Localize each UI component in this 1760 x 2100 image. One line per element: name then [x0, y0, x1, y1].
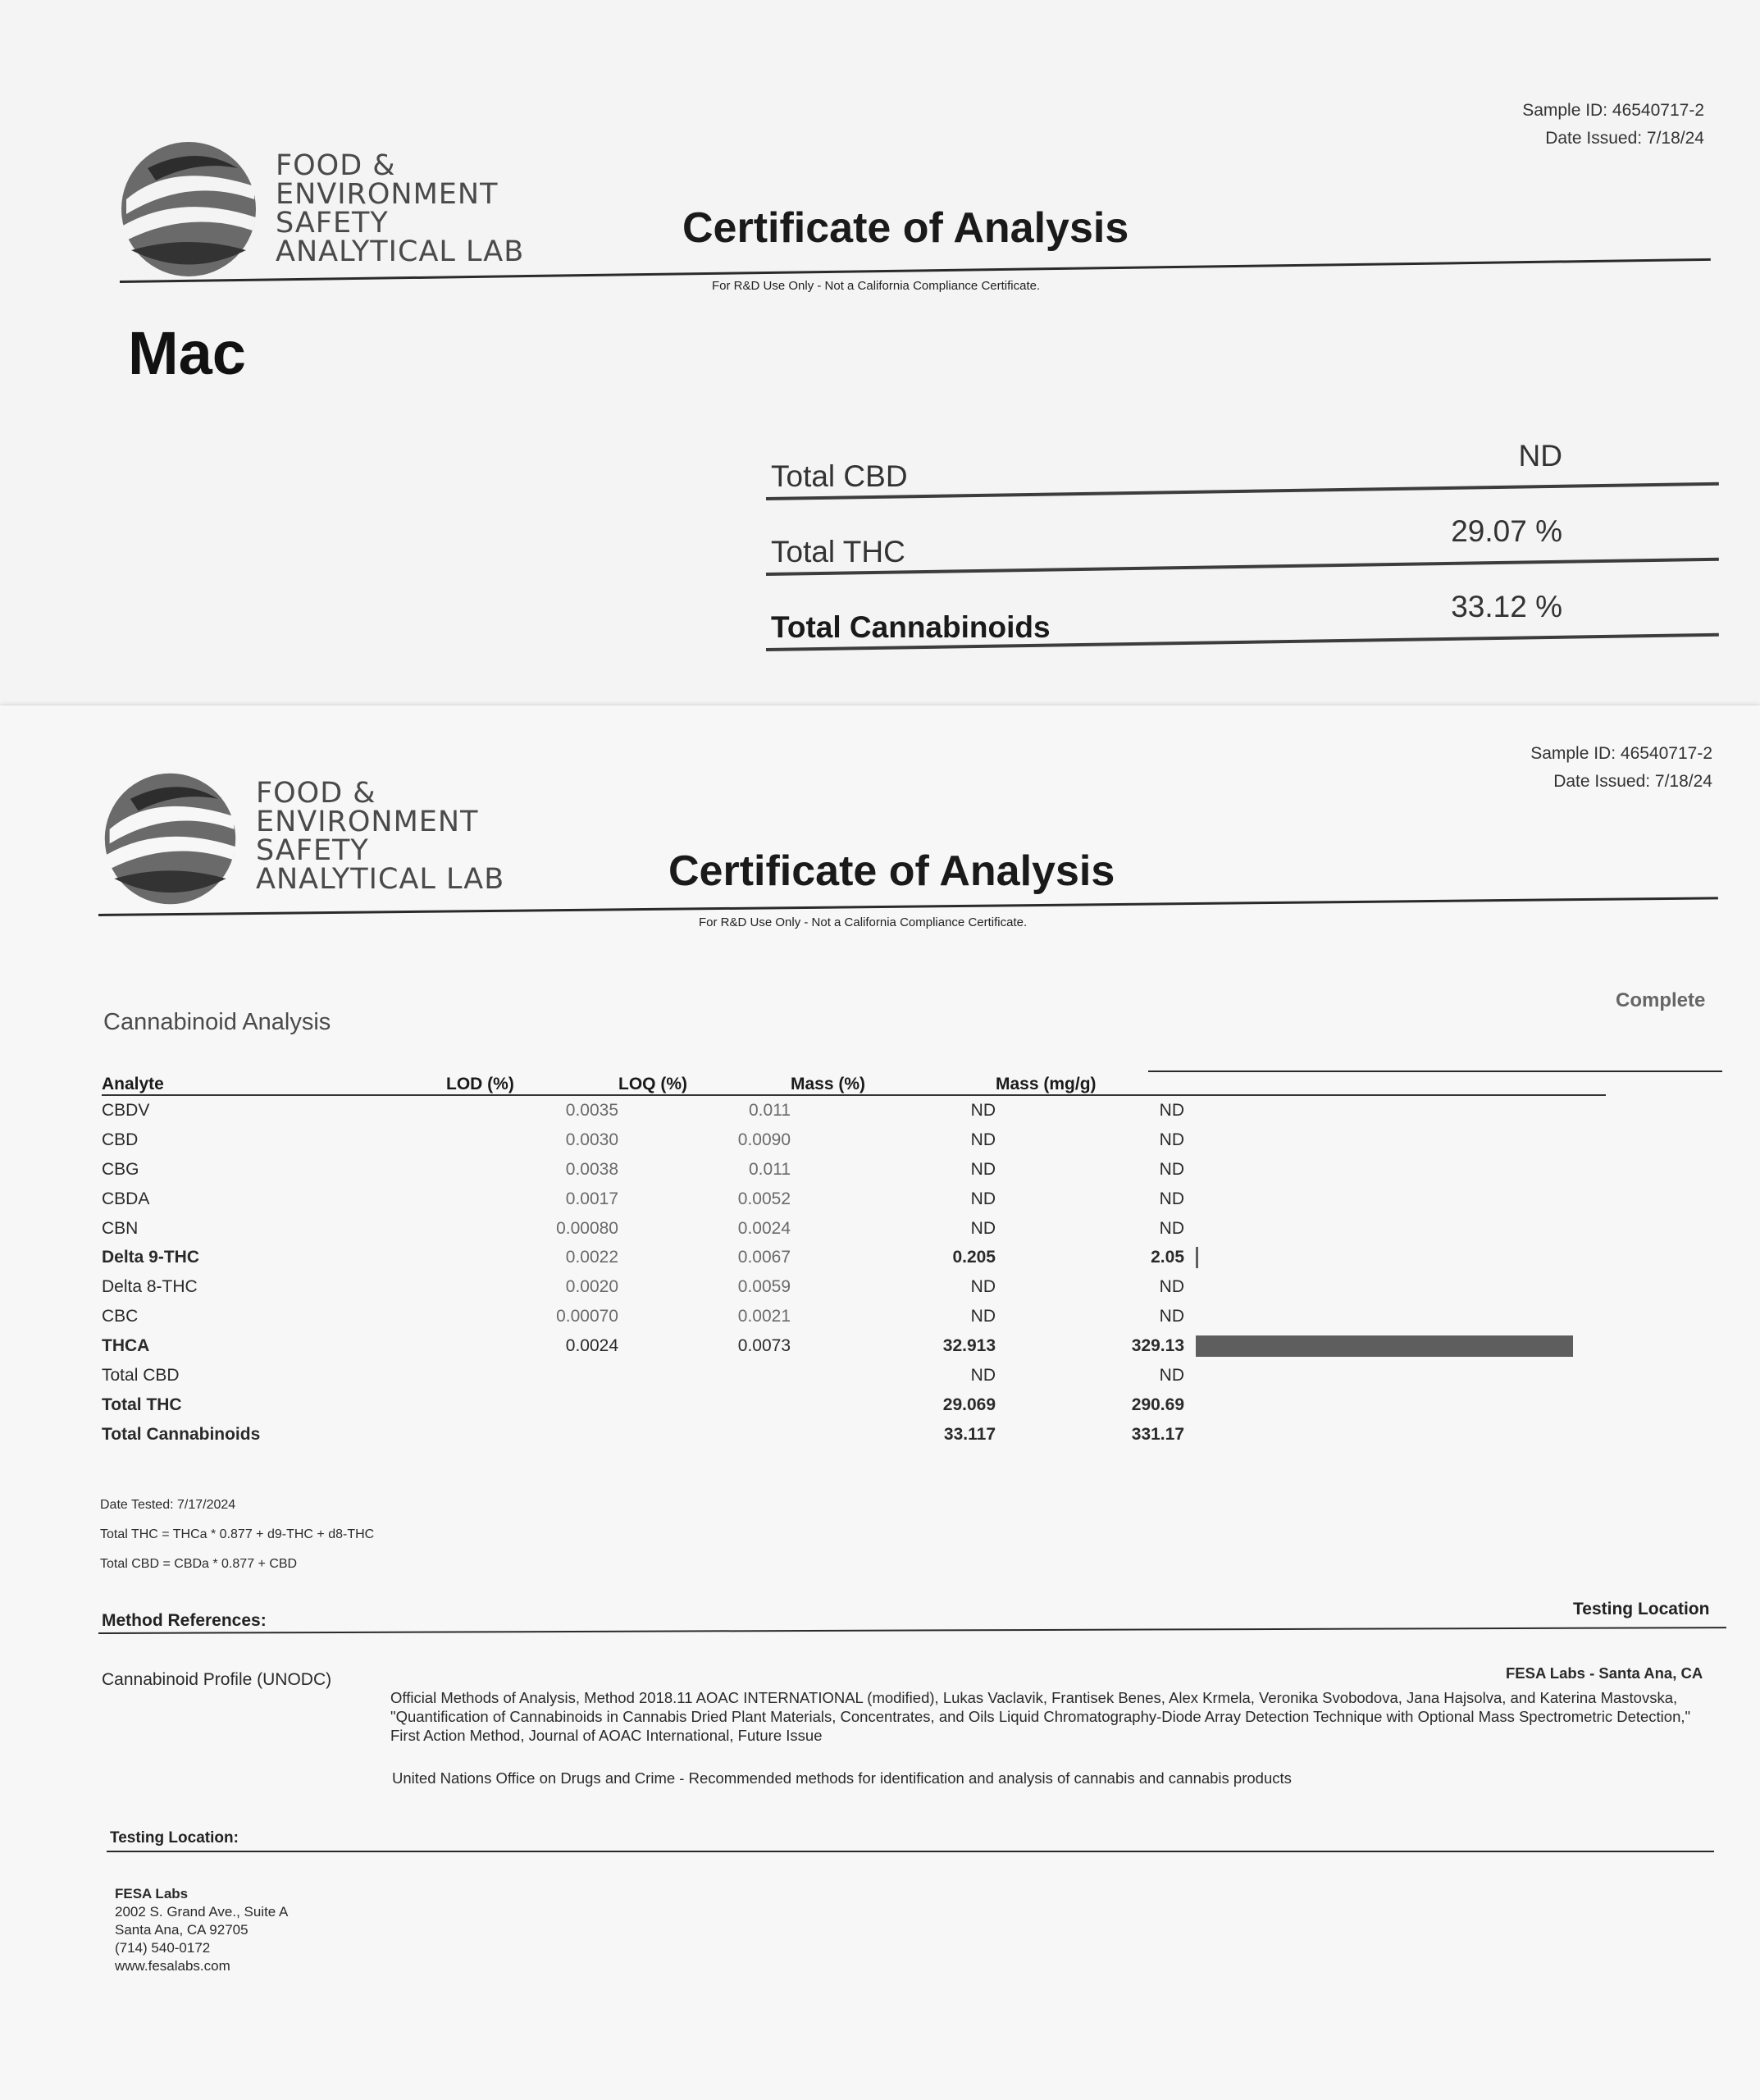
column-header: Mass (%): [791, 1066, 996, 1095]
analyte-name: THCA: [102, 1336, 150, 1356]
section-title: Cannabinoid Analysis: [103, 1009, 331, 1035]
analyte-name: CBG: [102, 1159, 139, 1179]
location-rule: [107, 1851, 1714, 1852]
loq-value: 0.0073: [737, 1336, 791, 1356]
table-row: [102, 1095, 1606, 1125]
analyte-name: Total CBD: [102, 1365, 180, 1385]
loq-value: 0.0059: [737, 1277, 791, 1297]
column-header: LOD (%): [446, 1066, 618, 1095]
summary-sheet: [0, 0, 1760, 722]
date-issued: Date Issued: 7/18/24: [1545, 129, 1704, 148]
loq-value: 0.0067: [737, 1248, 791, 1267]
method-references-heading: Method References:: [102, 1611, 267, 1630]
mass-bar: [1196, 1335, 1573, 1357]
mass-mg: ND: [1159, 1307, 1184, 1326]
mass-mg: 331.17: [1131, 1424, 1184, 1444]
bar-cell: [1184, 1214, 1606, 1244]
analyte-name: Delta 8-THC: [102, 1277, 198, 1297]
analyte-name: CBDA: [102, 1189, 150, 1208]
analyte-name: Total THC: [102, 1395, 182, 1414]
bar-cell: [1184, 1095, 1606, 1125]
lod-value: 0.0020: [565, 1277, 618, 1297]
mass-mg: ND: [1159, 1277, 1184, 1297]
formula-cbd: Total CBD = CBDa * 0.877 + CBD: [100, 1557, 298, 1571]
date-tested: Date Tested: 7/17/2024: [100, 1498, 236, 1512]
lod-value: 0.0030: [565, 1130, 618, 1149]
mass-percent: ND: [970, 1130, 996, 1149]
table-row: [102, 1214, 1606, 1244]
testing-location-value: FESA Labs - Santa Ana, CA: [1506, 1664, 1703, 1682]
loq-value: 0.0052: [737, 1189, 791, 1208]
product-name: Mac: [128, 319, 246, 387]
summary-label: Total THC: [771, 535, 905, 568]
lod-value: 0.0022: [565, 1248, 618, 1267]
mass-mg: ND: [1159, 1189, 1184, 1208]
bar-cell: [1184, 1302, 1606, 1331]
sample-info: [1530, 740, 1712, 796]
lab-website: www.fesalabs.com: [115, 1958, 230, 1974]
mass-mg: ND: [1159, 1100, 1184, 1120]
mass-percent: 33.117: [943, 1424, 996, 1444]
lab-name-line: FOOD &: [276, 149, 396, 182]
table-header-row: [102, 1066, 1606, 1095]
mass-percent: 32.913: [942, 1336, 996, 1356]
loq-value: [618, 1390, 791, 1420]
mass-percent: ND: [970, 1307, 996, 1326]
column-header: LOQ (%): [618, 1066, 791, 1095]
mass-mg: ND: [1159, 1218, 1184, 1238]
column-header: Mass (mg/g): [996, 1066, 1184, 1095]
page-title: Certificate of Analysis: [668, 847, 1115, 895]
cannabinoid-table: [102, 1066, 1606, 1449]
mass-mg: ND: [1159, 1159, 1184, 1179]
analyte-name: Total Cannabinoids: [102, 1424, 261, 1444]
mass-percent: 0.205: [952, 1248, 996, 1267]
mass-mg: 2.05: [1151, 1248, 1184, 1267]
mass-mg: ND: [1159, 1365, 1184, 1385]
lab-name-line: FOOD &: [256, 777, 376, 810]
loq-value: 0.011: [749, 1159, 791, 1179]
date-issued: Date Issued: 7/18/24: [1553, 772, 1712, 791]
analyte-name: CBDV: [102, 1100, 150, 1120]
profile-label: Cannabinoid Profile (UNODC): [102, 1670, 332, 1689]
disclaimer: For R&D Use Only - Not a California Compliance Certificate.: [699, 915, 1028, 929]
table-row: [102, 1420, 1606, 1449]
lab-name-line: ENVIRONMENT: [256, 806, 479, 838]
lod-value: 0.00080: [556, 1218, 618, 1238]
column-header-bar: [1184, 1066, 1606, 1095]
testing-location-heading: Testing Location:: [110, 1829, 239, 1847]
lab-logo-icon: [98, 767, 242, 911]
bar-cell: [1184, 1390, 1606, 1420]
bar-cell: [1184, 1155, 1606, 1185]
lod-value: 0.0035: [565, 1100, 618, 1120]
lod-value: [446, 1390, 618, 1420]
lod-value: [446, 1420, 618, 1449]
sample-info: [1522, 97, 1704, 153]
loq-value: 0.0024: [737, 1218, 791, 1238]
table-row: [102, 1361, 1606, 1390]
mass-percent: 29.069: [942, 1395, 996, 1414]
summary-label: Total Cannabinoids: [771, 610, 1051, 644]
lab-name-line: ENVIRONMENT: [276, 178, 499, 211]
lod-value: 0.0017: [565, 1189, 618, 1208]
formula-thc: Total THC = THCa * 0.877 + d9-THC + d8-THC: [100, 1527, 375, 1541]
lab-address-line: 2002 S. Grand Ave., Suite A: [115, 1904, 289, 1920]
mass-percent: ND: [970, 1189, 996, 1208]
lod-value: [446, 1361, 618, 1390]
bar-cell: [1184, 1361, 1606, 1390]
lab-name-line: ANALYTICAL LAB: [256, 863, 505, 896]
bar-cell: [1184, 1125, 1606, 1155]
bar-cell: [1184, 1272, 1606, 1302]
table-row: [102, 1185, 1606, 1214]
loq-value: 0.0021: [737, 1307, 791, 1326]
lab-name-line: SAFETY: [256, 834, 369, 867]
lab-name-line: ANALYTICAL LAB: [276, 235, 525, 268]
table-row: [102, 1302, 1606, 1331]
table-row: [102, 1331, 1606, 1361]
bar-cell: [1184, 1185, 1606, 1214]
page-title: Certificate of Analysis: [682, 204, 1129, 252]
bar-cell: [1184, 1331, 1606, 1361]
disclaimer: For R&D Use Only - Not a California Compliance Certificate.: [712, 279, 1041, 293]
testing-location-heading: Testing Location: [1573, 1600, 1710, 1618]
mass-bar: [1196, 1247, 1198, 1268]
lab-logo-icon: [115, 135, 262, 283]
table-row: [102, 1125, 1606, 1155]
loq-value: 0.0090: [737, 1130, 791, 1149]
mass-mg: ND: [1159, 1130, 1184, 1149]
summary-rule: [766, 482, 1719, 500]
bar-cell: [1184, 1420, 1606, 1449]
table-row: [102, 1390, 1606, 1420]
lab-name-line: SAFETY: [276, 207, 389, 240]
table-row: [102, 1272, 1606, 1302]
lod-value: 0.00070: [556, 1307, 618, 1326]
summary-value: 33.12 %: [1451, 590, 1562, 623]
lab-address-name: FESA Labs: [115, 1886, 189, 1901]
method-reference: United Nations Office on Drugs and Crime - Recommended methods for identification and analysis of cannabis and cannabis products: [392, 1769, 1292, 1787]
lab-address-line: Santa Ana, CA 92705: [115, 1922, 248, 1938]
sample-id: Sample ID: 46540717-2: [1522, 101, 1704, 120]
lab-phone: (714) 540-0172: [115, 1940, 211, 1956]
table-row: [102, 1243, 1606, 1272]
column-header: Analyte: [102, 1066, 446, 1095]
table-row: [102, 1155, 1606, 1185]
lab-name: [256, 779, 504, 894]
lod-value: 0.0024: [565, 1336, 618, 1356]
mass-percent: ND: [970, 1100, 996, 1120]
summary-value: ND: [1518, 439, 1562, 472]
mass-mg: 290.69: [1131, 1395, 1184, 1414]
mass-mg: 329.13: [1131, 1336, 1184, 1356]
lod-value: 0.0038: [565, 1159, 618, 1179]
mass-percent: ND: [970, 1218, 996, 1238]
mass-percent: ND: [970, 1159, 996, 1179]
analyte-name: CBC: [102, 1307, 139, 1326]
sample-id: Sample ID: 46540717-2: [1530, 744, 1712, 763]
bar-cell: [1184, 1243, 1606, 1272]
mass-percent: ND: [970, 1277, 996, 1297]
lab-name: [276, 149, 525, 268]
loq-value: [618, 1420, 791, 1449]
summary-label: Total CBD: [771, 459, 908, 493]
analyte-name: Delta 9-THC: [102, 1248, 200, 1267]
analyte-name: CBD: [102, 1130, 139, 1149]
method-reference: Official Methods of Analysis, Method 2018.11 AOAC INTERNATIONAL (modified), Lukas Vaclavik, Frantisek Benes, Alex Krmela, Veronika Svobodova, Jana Hajsolva, and Katerina Mastovska, "Quantification of Cannabinoids in Cannabis Dried Plant Materials, Concentrates, and Oils Liquid Chromatography-Diode Array Detection Technique with Optional Mass Spectrometric Detection," First Action Method, Journal of AOAC International, Future Issue: [390, 1689, 1691, 1744]
loq-value: 0.011: [749, 1100, 791, 1120]
summary-rule: [766, 558, 1719, 576]
loq-value: [618, 1361, 791, 1390]
analyte-name: CBN: [102, 1218, 139, 1238]
summary-value: 29.07 %: [1451, 514, 1562, 548]
lab-address: [115, 1885, 288, 1975]
mass-percent: ND: [970, 1365, 996, 1385]
status-badge: Complete: [1616, 989, 1706, 1011]
